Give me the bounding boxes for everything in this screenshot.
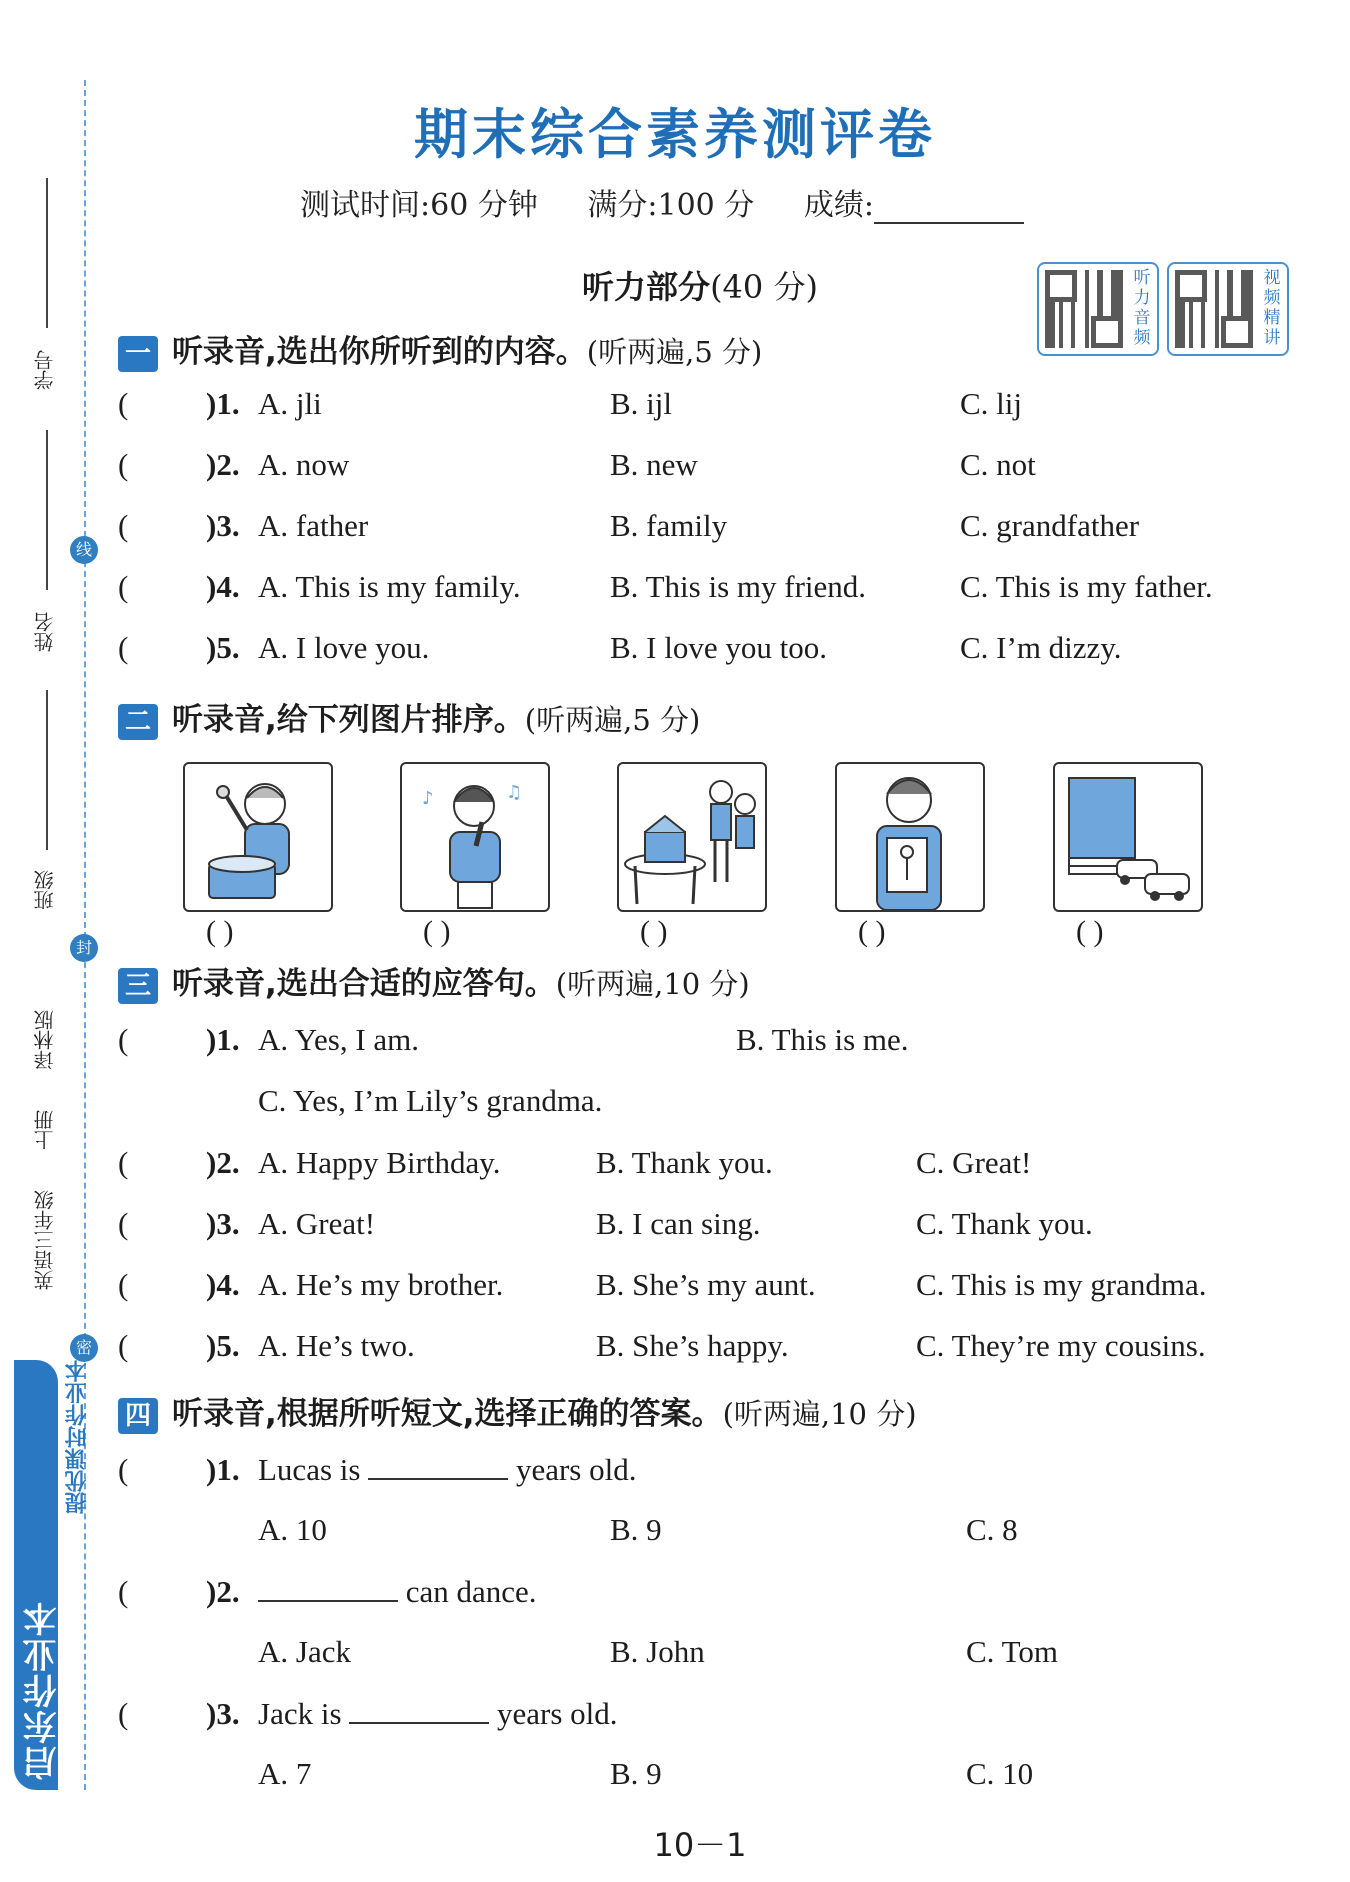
option-b[interactable]: B. Thank you. (596, 1145, 773, 1180)
question-number: )3. (206, 1696, 240, 1731)
page-number: 10－1 (653, 1826, 747, 1864)
course-label: 英语三年级 (33, 1190, 57, 1290)
answer-blank-2[interactable]: ( ) (423, 915, 451, 948)
score-blank[interactable] (874, 194, 1024, 224)
class-line (46, 690, 48, 850)
section-note: (听两遍,10 分) (722, 1397, 917, 1431)
section-note: (听两遍,5 分) (586, 335, 763, 369)
question-number: )5. (206, 1328, 240, 1363)
option-b[interactable]: B. I love you too. (610, 630, 827, 665)
section-3-heading (118, 958, 750, 1004)
question-number: )4. (206, 1267, 240, 1302)
section-title: 听录音,选出合适的应答句。 (172, 966, 556, 1002)
svg-text:♪: ♪ (422, 788, 434, 809)
option-b[interactable]: B. I can sing. (596, 1206, 761, 1241)
section-2-heading (118, 694, 700, 740)
full-score: 满分:100 分 (587, 188, 755, 223)
option-c[interactable]: C. 8 (966, 1512, 1018, 1547)
option-b[interactable]: B. ijl (610, 386, 673, 421)
option-c[interactable]: C. This is my father. (960, 569, 1213, 604)
fill-blank[interactable] (258, 1574, 398, 1602)
picture-book-and-cars (1053, 762, 1203, 912)
option-a[interactable]: A. This is my family. (258, 569, 521, 604)
section-title: 听录音,根据所听短文,选择正确的答案。 (172, 1396, 723, 1432)
brand-name: 启东作业本 (23, 1600, 63, 1780)
question-number: )5. (206, 630, 240, 665)
section-number: 一 (118, 336, 158, 372)
part-name: 听力部分 (582, 268, 711, 306)
option-b[interactable]: B. John (610, 1634, 705, 1669)
section-note: (听两遍,5 分) (524, 703, 701, 737)
question-number: )3. (206, 1206, 240, 1241)
option-c[interactable]: C. Tom (966, 1634, 1059, 1669)
answer-blank-1[interactable]: ( ) (206, 915, 234, 948)
section-note: (听两遍,10 分) (555, 967, 750, 1001)
option-b[interactable]: B. This is me. (736, 1022, 909, 1057)
question-number: )3. (206, 508, 240, 543)
section-title: 听录音,选出你所听到的内容。 (172, 334, 587, 370)
option-a[interactable]: A. Yes, I am. (258, 1022, 420, 1057)
option-c[interactable]: C. This is my grandma. (916, 1267, 1207, 1302)
option-c[interactable]: C. Thank you. (916, 1206, 1093, 1241)
option-a[interactable]: A. He’s my brother. (258, 1267, 504, 1302)
question-number: )1. (206, 1022, 240, 1057)
qr-video-lecture[interactable] (1167, 262, 1289, 356)
question-number: )4. (206, 569, 240, 604)
answer-blank-4[interactable]: ( ) (858, 915, 886, 948)
exam-info (300, 180, 1064, 224)
option-c[interactable]: C. grandfather (960, 508, 1140, 543)
seal-mark-line: 线 (70, 536, 98, 564)
section-title: 听录音,给下列图片排序。 (172, 702, 525, 738)
option-b[interactable]: B. 9 (610, 1756, 662, 1791)
section-number: 四 (118, 1398, 158, 1434)
seal-mark-seal: 封 (70, 934, 98, 962)
option-b[interactable]: B. family (610, 508, 728, 543)
option-c[interactable]: C. not (960, 447, 1036, 482)
picture-boy-with-photo (835, 762, 985, 912)
question-number: )1. (206, 386, 240, 421)
option-c[interactable]: C. Great! (916, 1145, 1032, 1180)
question-number: )2. (206, 1145, 240, 1180)
question-text-end: years old. (497, 1696, 618, 1731)
qr-code-icon (1045, 270, 1123, 348)
question-text: Jack is (258, 1696, 342, 1731)
section-number: 二 (118, 704, 158, 740)
qr-listening-audio[interactable] (1037, 262, 1159, 356)
part-points: (40 分) (710, 268, 818, 306)
class-label: 班级 (33, 870, 57, 910)
seal-mark-secret: 密 (70, 1334, 98, 1362)
section-4-heading (118, 1388, 917, 1434)
question-text: Lucas is (258, 1452, 361, 1487)
picture-gift-and-kids (617, 762, 767, 912)
answer-blank-3[interactable]: ( ) (640, 915, 668, 948)
fill-blank[interactable] (368, 1452, 508, 1480)
option-c[interactable]: C. I’m dizzy. (960, 630, 1122, 665)
section-number: 三 (118, 968, 158, 1004)
qr-code-icon (1175, 270, 1253, 348)
option-a[interactable]: A. Great! (258, 1206, 376, 1241)
option-a[interactable]: A. 10 (258, 1512, 327, 1547)
picture-boy-singing (400, 762, 550, 912)
picture-grandpa-drum (183, 762, 333, 912)
name-label: 姓名 (33, 612, 57, 652)
option-a[interactable]: A. He’s two. (258, 1328, 415, 1363)
option-a[interactable]: A. now (258, 447, 350, 482)
series-name: 提优课时作业本 (65, 1360, 90, 1514)
option-c[interactable]: C. They’re my cousins. (916, 1328, 1206, 1363)
option-c[interactable]: C. Yes, I’m Lily’s grandma. (258, 1083, 603, 1118)
svg-text:♫: ♫ (506, 782, 523, 803)
question-text-end: years old. (515, 1452, 637, 1487)
page-title: 期末综合素养测评卷 (414, 102, 936, 166)
volume-label: 上册 (33, 1110, 57, 1150)
option-b[interactable]: B. She’s happy. (596, 1328, 789, 1363)
student-no-label: 学号 (33, 350, 57, 390)
question-number: )1. (206, 1452, 240, 1487)
question-text-end: can dance. (405, 1574, 537, 1609)
name-line (46, 430, 48, 590)
fill-blank[interactable] (349, 1696, 489, 1724)
option-b[interactable]: B. new (610, 447, 698, 482)
option-c[interactable]: C. lij (960, 386, 1023, 421)
test-time: 测试时间:60 分钟 (300, 188, 538, 223)
option-c[interactable]: C. 10 (966, 1756, 1034, 1791)
option-b[interactable]: B. 9 (610, 1512, 662, 1547)
option-a[interactable]: A. jli (258, 386, 322, 421)
qr-label: 听力音频 (1133, 268, 1151, 348)
qr-label: 视频精讲 (1263, 268, 1281, 348)
question-number: )2. (206, 447, 240, 482)
score-label: 成绩: (803, 188, 874, 223)
option-b[interactable]: B. This is my friend. (610, 569, 867, 604)
option-a[interactable]: A. I love you. (258, 630, 430, 665)
edition-label: 译林版 (33, 1010, 57, 1070)
question-number: )2. (206, 1574, 240, 1609)
option-b[interactable]: B. She’s my aunt. (596, 1267, 816, 1302)
option-a[interactable]: A. 7 (258, 1756, 312, 1791)
answer-blank-5[interactable]: ( ) (1076, 915, 1104, 948)
section-1-heading (118, 326, 762, 372)
option-a[interactable]: A. Happy Birthday. (258, 1145, 501, 1180)
option-a[interactable]: A. father (258, 508, 369, 543)
option-a[interactable]: A. Jack (258, 1634, 351, 1669)
